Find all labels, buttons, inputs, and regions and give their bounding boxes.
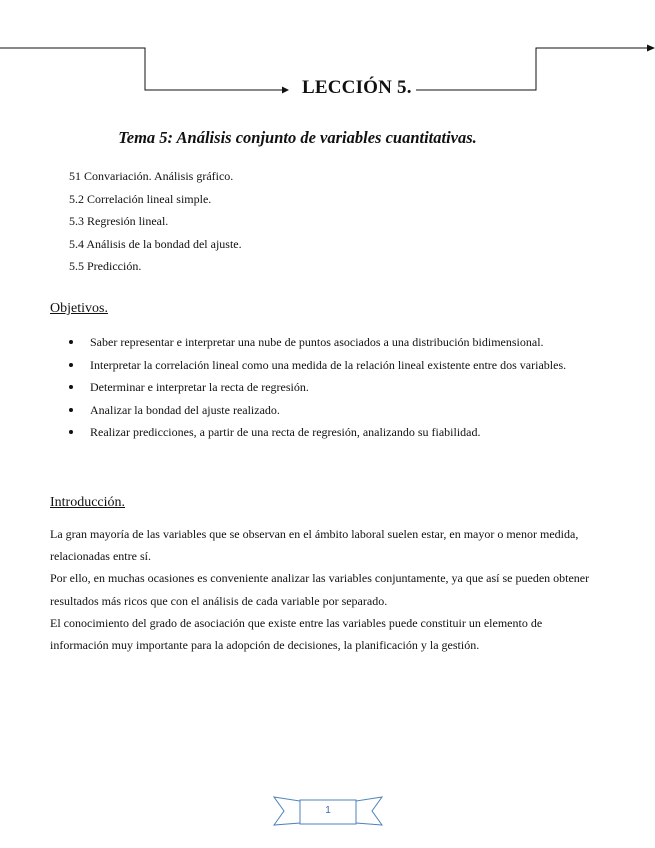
introduction-body	[50, 523, 595, 656]
toc-item: 5.3 Regresión lineal.	[69, 214, 169, 229]
objective-item: Interpretar la correlación lineal como una medida de la relación lineal existente entre dos variables.	[69, 354, 609, 377]
objectives-heading: Objetivos.	[50, 301, 108, 316]
right-connector-line	[416, 48, 648, 90]
right-connector-arrowhead	[647, 45, 655, 52]
objective-item: Analizar la bondad del ajuste realizado.	[69, 399, 609, 422]
toc-item: 5.4 Análisis de la bondad del ajuste.	[69, 236, 242, 251]
table-of-contents	[69, 165, 242, 278]
objective-item: Determinar e interpretar la recta de regresión.	[69, 376, 609, 399]
toc-item: 51 Convariación. Análisis gráfico.	[69, 169, 234, 183]
topic-title: Tema 5: Análisis conjunto de variables cuantitativas.	[118, 128, 477, 147]
toc-item: 5.5 Predicción.	[69, 259, 142, 274]
lesson-title: LECCIÓN 5.	[302, 77, 412, 98]
objective-item: Realizar predicciones, a partir de una recta de regresión, analizando su fiabilidad.	[69, 421, 609, 444]
intro-paragraph: La gran mayoría de las variables que se observan en el ámbito laboral suelen estar, en mayor o menor medida, relacionadas entre sí.	[50, 527, 579, 564]
left-connector-arrowhead	[282, 87, 289, 94]
page-number: 1	[325, 805, 331, 816]
toc-item: 5.2 Correlación lineal simple.	[69, 191, 212, 206]
intro-paragraph: El conocimiento del grado de asociación que existe entre las variables puede constituir un elemento de información muy importante para la adopción de decisiones, la planificación y la gestión.	[50, 615, 543, 653]
objectives-list	[69, 331, 609, 444]
objective-item: Saber representar e interpretar una nube de puntos asociados a una distribución bidimensional.	[69, 331, 609, 354]
intro-paragraph: Por ello, en muchas ocasiones es conveniente analizar las variables conjuntamente, ya que así se pueden obtener resultados más ricos que con el análisis de cada variable por separado.	[50, 571, 590, 608]
introduction-heading: Introducción.	[50, 495, 126, 510]
page-number-badge	[272, 795, 384, 829]
left-connector-line	[0, 48, 283, 90]
